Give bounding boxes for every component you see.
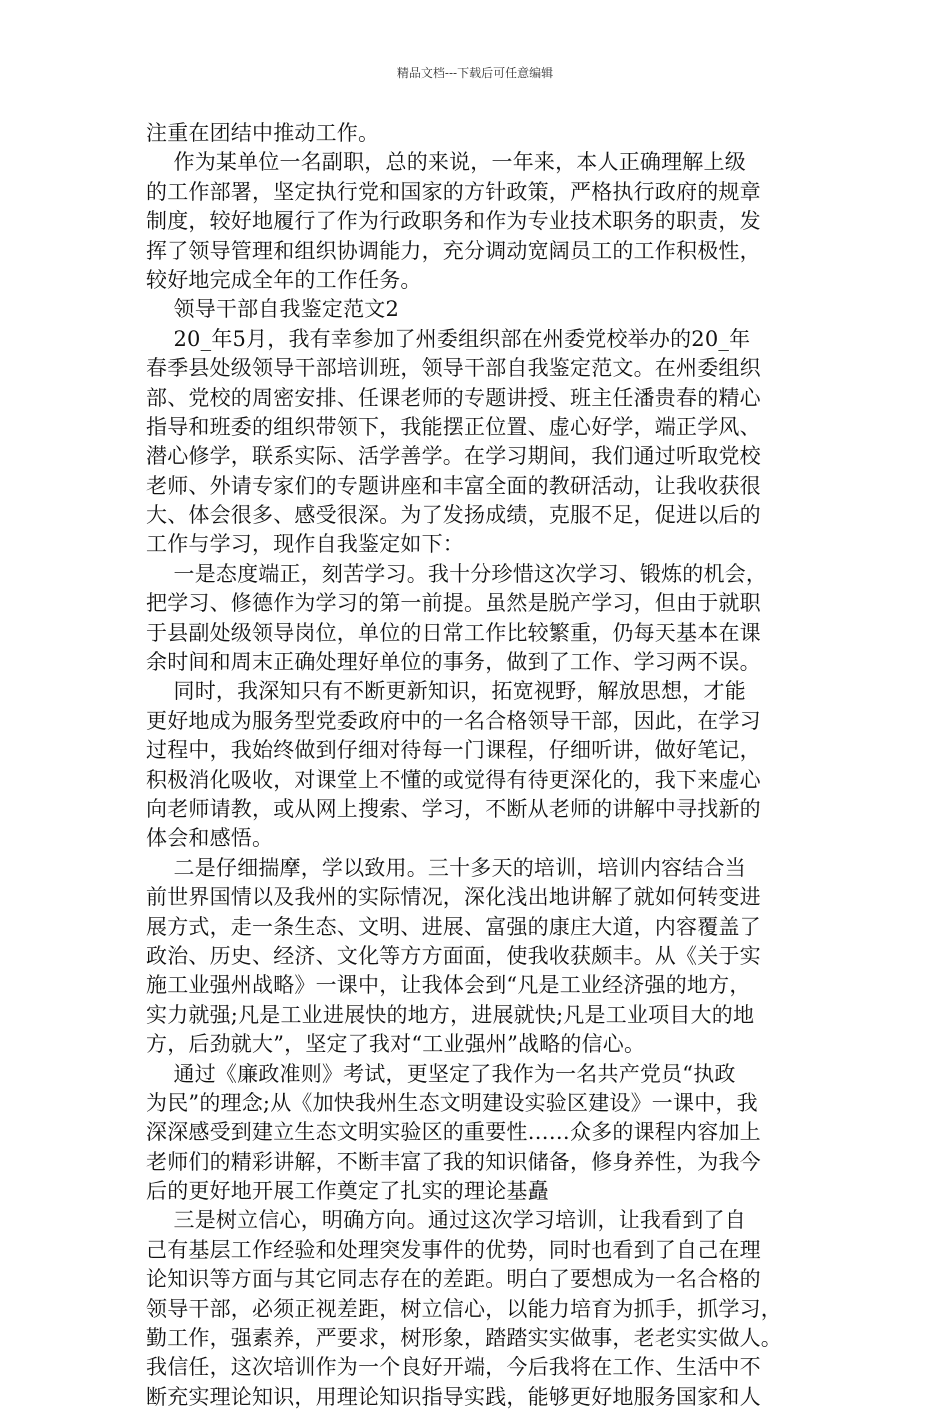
text-line: 大、体会很多、感受很深。为了发扬成绩，克服不足，促进以后的 bbox=[146, 503, 761, 528]
text-line: 注重在团结中推动工作。 bbox=[146, 121, 380, 145]
text-line: 政治、历史、经济、文化等方方面面，使我收获颇丰。从《关于实 bbox=[146, 943, 761, 968]
text-line: 三是树立信心，明确方向。通过这次学习培训，让我看到了自 bbox=[146, 1208, 746, 1233]
text-line: 领导干部，必须正视差距，树立信心，以能力培育为抓手，抓学习， bbox=[146, 1296, 782, 1321]
text-line: 过程中，我始终做到仔细对待每一门课程，仔细听讲，做好笔记， bbox=[146, 738, 761, 763]
text-line: 制度，较好地履行了作为行政职务和作为专业技术职务的职责，发 bbox=[146, 209, 761, 234]
text-line: 断充实理论知识，用理论知识指导实践，能够更好地服务国家和人 bbox=[146, 1384, 761, 1409]
page-header: 精品文档---下载后可任意编辑 bbox=[396, 66, 554, 80]
text-line: 积极消化吸收，对课堂上不懂的或觉得有待更深化的，我下来虚心 bbox=[146, 767, 761, 792]
document-body bbox=[146, 119, 806, 1412]
text-line: 余时间和周末正确处理好单位的事务，做到了工作、学习两不误。 bbox=[146, 650, 761, 675]
text-line: 前世界国情以及我州的实际情况，深化浅出地讲解了就如何转变进 bbox=[146, 885, 761, 910]
text-line: 施工业强州战略》一课中，让我体会到“凡是工业经济强的地方， bbox=[146, 973, 751, 998]
text-line: 挥了领导管理和组织协调能力，充分调动宽阔员工的工作积极性， bbox=[146, 238, 761, 263]
text-line: 后的更好地开展工作奠定了扎实的理论基矗 bbox=[146, 1179, 549, 1204]
text-line: 领导干部自我鉴定范文2 bbox=[146, 297, 400, 322]
text-line: 更好地成为服务型党委政府中的一名合格领导干部，因此，在学习 bbox=[146, 708, 761, 733]
text-line: 通过《廉政准则》考试，更坚定了我作为一名共产党员“执政 bbox=[146, 1061, 736, 1086]
text-line: 于县副处级领导岗位，单位的日常工作比较繁重，仍每天基本在课 bbox=[146, 620, 761, 645]
text-line: 老师、外请专家们的专题讲座和丰富全面的教研活动，让我收获很 bbox=[146, 473, 761, 498]
text-line: 己有基层工作经验和处理突发事件的优势，同时也看到了自己在理 bbox=[146, 1237, 761, 1262]
text-line: 向老师请教，或从网上搜索、学习，不断从老师的讲解中寻找新的 bbox=[146, 796, 761, 821]
text-line: 方，后劲就大”，坚定了我对“工业强州”战略的信心。 bbox=[146, 1032, 646, 1057]
text-line: 为民”的理念;从《加快我州生态文明建设实验区建设》一课中，我 bbox=[146, 1090, 758, 1115]
text-line: 春季县处级领导干部培训班，领导干部自我鉴定范文。在州委组织 bbox=[146, 356, 761, 381]
text-line: 展方式，走一条生态、文明、进展、富强的康庄大道，内容覆盖了 bbox=[146, 914, 761, 939]
text-line: 的工作部署，坚定执行党和国家的方针政策，严格执行政府的规章 bbox=[146, 179, 761, 204]
text-line: 体会和感悟。 bbox=[146, 826, 274, 851]
text-line: 指导和班委的组织带领下，我能摆正位置、虚心好学，端正学风、 bbox=[146, 414, 761, 439]
text-line: 论知识等方面与其它同志存在的差距。明白了要想成为一名合格的 bbox=[146, 1267, 761, 1292]
text-line: 部、党校的周密安排、任课老师的专题讲授、班主任潘贵春的精心 bbox=[146, 385, 761, 410]
text-line: 勤工作，强素养，严要求，树形象，踏踏实实做事，老老实实做人。 bbox=[146, 1326, 782, 1351]
text-line: 潜心修学，联系实际、活学善学。在学习期间，我们通过听取党校 bbox=[146, 444, 761, 469]
text-line: 同时，我深知只有不断更新知识，拓宽视野，解放思想，才能 bbox=[146, 679, 746, 704]
text-line: 把学习、修德作为学习的第一前提。虽然是脱产学习，但由于就职 bbox=[146, 591, 761, 616]
text-line: 二是仔细揣摩，学以致用。三十多天的培训，培训内容结合当 bbox=[146, 855, 746, 880]
text-line: 实力就强;凡是工业进展快的地方，进展就快;凡是工业项目大的地 bbox=[146, 1002, 755, 1027]
text-line: 20_年5月，我有幸参加了州委组织部在州委党校举办的20_年 bbox=[146, 326, 751, 351]
text-line: 我信任，这次培训作为一个良好开端，今后我将在工作、生活中不 bbox=[146, 1355, 761, 1380]
text-line: 作为某单位一名副职，总的来说，一年来，本人正确理解上级 bbox=[146, 150, 746, 175]
text-line: 一是态度端正，刻苦学习。我十分珍惜这次学习、锻炼的机会， bbox=[146, 561, 768, 586]
text-line: 较好地完成全年的工作任务。 bbox=[146, 267, 422, 292]
text-line: 深深感受到建立生态文明实验区的重要性……众多的课程内容加上 bbox=[146, 1120, 761, 1145]
text-line: 老师们的精彩讲解，不断丰富了我的知识储备，修身养性，为我今 bbox=[146, 1149, 761, 1174]
text-line: 工作与学习，现作自我鉴定如下： bbox=[146, 532, 464, 557]
